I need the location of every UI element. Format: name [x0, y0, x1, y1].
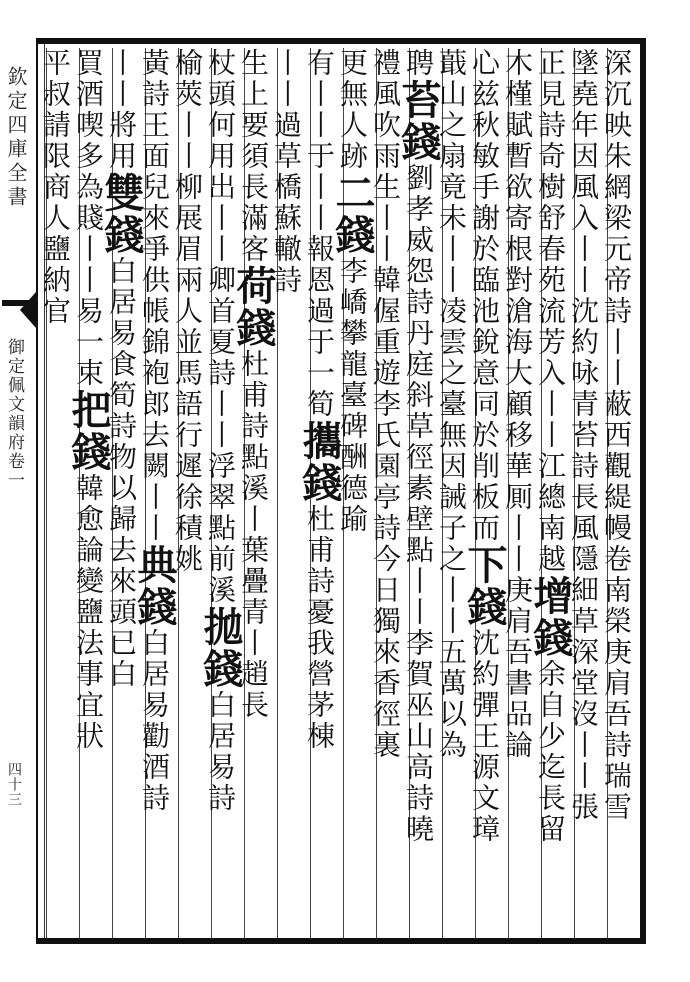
margin-series-title: 欽定四庫全書: [4, 66, 28, 210]
headword: 攜錢: [296, 420, 343, 504]
text-column: [197, 48, 244, 938]
text-segment: 余自少迄長留: [534, 659, 567, 845]
text-segment: 之丨丨五萬以為: [435, 544, 468, 761]
text-column: [461, 48, 508, 938]
margin-page-number: 四十三: [6, 762, 22, 807]
text-column: [230, 48, 277, 938]
text-segment: 杜甫詩點溪丨葉疊青丨趙長: [237, 349, 270, 721]
text-column: [395, 48, 442, 938]
headword: 二錢: [329, 172, 376, 256]
text-segment: 正見詩奇樹舒春苑流芳入丨丨江總南越: [534, 48, 567, 575]
fish-tail-mark: [4, 292, 36, 328]
headword: 把錢: [65, 389, 112, 473]
margin-book-name: 御定佩文韻府: [4, 338, 24, 452]
text-column: [527, 48, 574, 938]
text-column: [501, 48, 539, 938]
text-column: [39, 48, 77, 938]
text-segment: 蕺山之扇竟未丨丨凌雲之臺無因誡子: [435, 48, 468, 544]
text-segment: 李嶠攀龍臺碑酬德踰: [336, 256, 369, 535]
text-column: [329, 48, 376, 938]
text-segment: 劉孝威怨詩丹庭斜草徑素壁點丨丨李賀巫山高詩曉: [402, 163, 435, 845]
text-segment: 沈約彈王源文璋: [468, 628, 501, 845]
text-segment: 杜甫詩憂我營茅棟: [303, 504, 336, 752]
text-segment: 榆莢丨丨柳展眉兩人並馬語行遲徐積姚: [171, 48, 204, 575]
text-segment: 卿首夏詩丨丨浮翠點前溪: [204, 265, 237, 606]
text-segment: 有丨丨: [303, 48, 336, 141]
text-segment: 杖頭何用出丨丨: [204, 48, 237, 265]
text-segment: 買酒喫: [72, 48, 105, 141]
text-segment: 聘: [402, 48, 435, 79]
text-segment: 黃詩王面兒來爭供帳錦袍郎去闕丨丨: [138, 48, 171, 544]
text-segment: 韓愈論變鹽法事宜狀: [72, 473, 105, 752]
text-segment: 多為賤丨丨易一束: [72, 141, 105, 389]
text-segment: 墜堯年因風入丨丨沈約咏青苔詩長風隱細草深堂沒丨丨張: [567, 48, 600, 823]
text-column: [270, 48, 308, 938]
text-column: [98, 48, 145, 938]
frame-top-rule: [36, 38, 644, 44]
headword: 荷錢: [230, 265, 277, 349]
text-column: [171, 48, 209, 938]
headword: 增錢: [527, 575, 574, 659]
text-column: [369, 48, 407, 938]
text-column: [567, 48, 605, 938]
headword: 拋錢: [197, 606, 244, 690]
text-column: [131, 48, 178, 938]
text-segment: 歸去來頭已白: [105, 504, 138, 690]
margin-chapter: 卷一: [4, 452, 24, 490]
text-segment: 白居易勸酒詩: [138, 628, 171, 814]
headword: 苔錢: [395, 79, 442, 163]
text-segment: 生上要須長滿客: [237, 48, 270, 265]
text-segment: 木槿賦暫欲寄根對滄海大顧移華厠丨丨庚肩吾書品論: [501, 48, 534, 761]
headword: 典錢: [131, 544, 178, 628]
headword: 下錢: [461, 544, 508, 628]
margin-book-title: [2, 338, 27, 490]
text-segment: 丨丨將用: [105, 48, 138, 172]
text-segment: 深沉映朱網梁元帝詩丨丨蔽西觀緹幔卷南榮庚肩吾詩瑞雪: [600, 48, 633, 823]
frame-bottom-rule: [36, 938, 644, 944]
text-column: [600, 48, 638, 938]
text-column: [65, 48, 112, 938]
text-segment: 白居易食筍詩物以: [105, 256, 138, 504]
text-segment: 于丨丨報恩過于一筍: [303, 141, 336, 420]
headword: 雙錢: [98, 172, 145, 256]
text-segment: 禮: [369, 48, 402, 79]
text-segment: 白居易詩: [204, 690, 237, 814]
text-segment: 風吹雨生丨丨韓偓重遊李氏園亭詩今日獨來香徑裏: [369, 79, 402, 761]
text-segment: 平叔請限商人鹽納官: [39, 48, 72, 327]
frame-right-rule: [640, 38, 646, 944]
text-column: [296, 48, 343, 938]
text-segment: 心兹秋敏手謝於臨池銳意同於削板而: [468, 48, 501, 544]
text-segment: 更無人跡: [336, 48, 369, 172]
text-column: [435, 48, 473, 938]
text-segment: 丨丨過草橋蘇轍詩: [270, 48, 303, 296]
